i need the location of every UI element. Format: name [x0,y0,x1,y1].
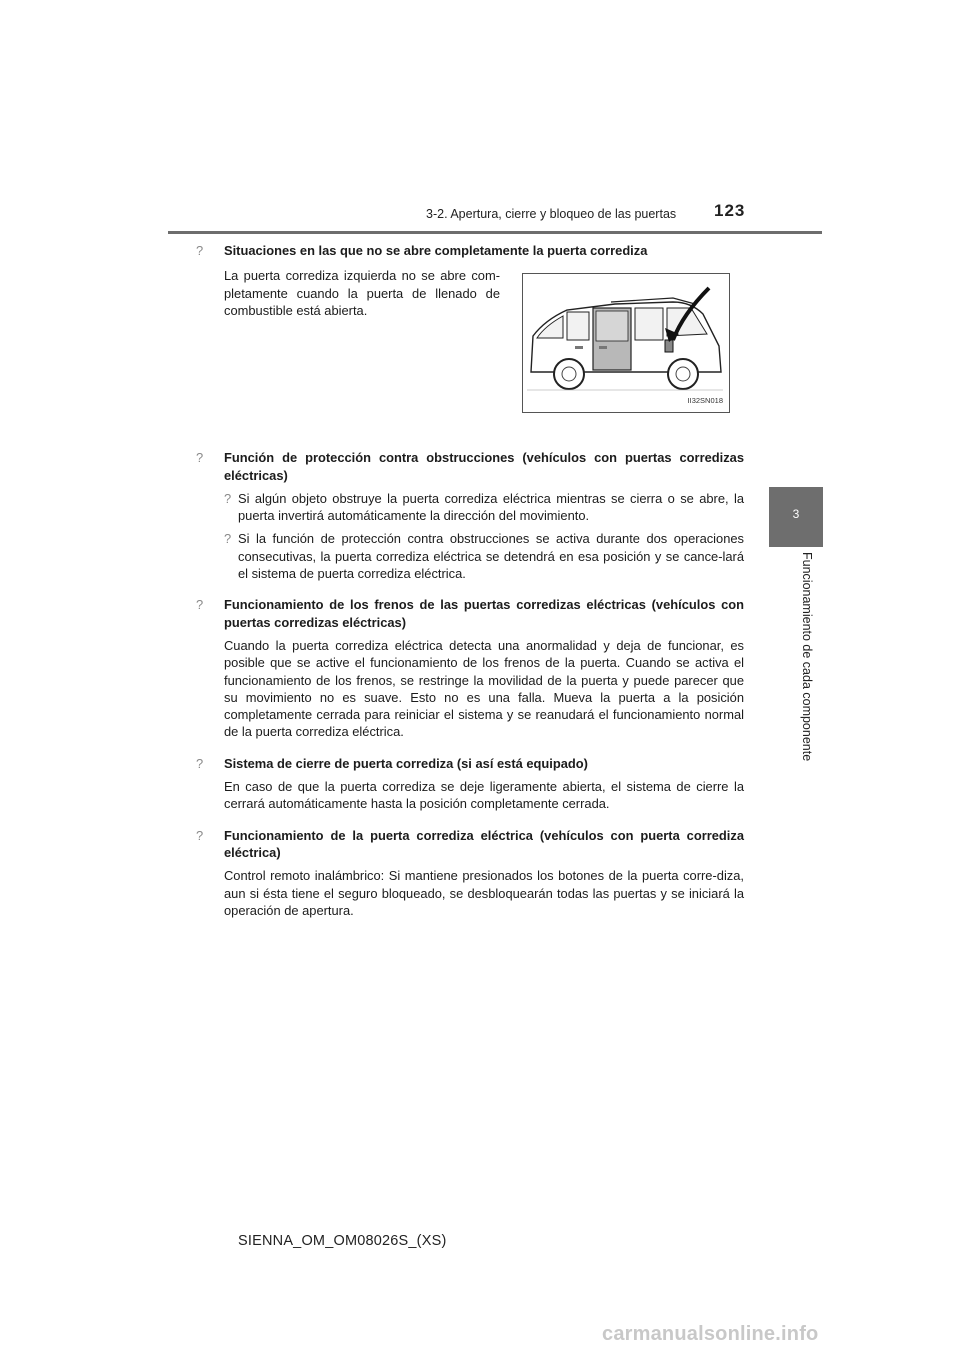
sub-item-text: Si la función de protección contra obstrucciones se activa durante dos operaciones consecutivas, la puerta corrediza eléctrica se detendrá en esa posición y se cance-lará el sistema de puerta corrediza eléctrica. [238,531,744,582]
page-number: 123 [714,201,746,220]
bullet-icon: ? [196,243,204,258]
chapter-tab [769,487,823,547]
sub-item [224,530,744,582]
item-body: En caso de que la puerta corrediza se deje ligeramente abierta, el sistema de cierre la cerrará automáticamente hasta la posición completamente cerrada. [224,779,744,812]
bullet-icon: ? [196,450,204,466]
item-title: Función de protección contra obstrucciones (vehículos con puertas corredizas eléctricas) [224,450,744,483]
illustration-frame [522,273,730,413]
list-item [196,827,744,919]
list-item [196,596,744,740]
item-body: La puerta corrediza izquierda no se abre com-pletamente cuando la puerta de llenado de combustible está abierta. [224,268,500,318]
list-item [196,755,744,813]
chapter-label-container [796,552,814,782]
item-body: Control remoto inalámbrico: Si mantiene presionados los botones de la puerta corre-diza, aun si ésta tiene el seguro bloqueado, se desbloquearán todas las puertas y se iniciará la operación de apertura. [224,868,744,918]
list-item [196,242,744,435]
item-title: Funcionamiento de la puerta corrediza eléctrica (vehículos con puerta corrediza eléctrica) [224,827,744,860]
chapter-label: Funcionamiento de cada componente [800,552,814,762]
sub-bullet-icon: ? [224,531,232,547]
item-title: Sistema de cierre de puerta corrediza (si así está equipado) [224,755,588,771]
figure-code: II32SN018 [687,396,723,405]
main-content [196,242,744,919]
list-item [196,449,744,582]
bullet-icon: ? [196,755,204,771]
figure-row [224,267,744,435]
chapter-number: 3 [792,507,800,521]
watermark: carmanualsonline.info [602,1323,819,1345]
sub-item [224,490,744,525]
sub-item-text: Si algún objeto obstruye la puerta corrediza eléctrica mientras se cierra o se abre, la puerta invertirá automáticamente la dirección del movimiento. [238,490,744,524]
header-divider [168,231,822,234]
item-body: Cuando la puerta corrediza eléctrica detecta una anormalidad y deja de funcionar, es posible que se active el funcionamiento de los frenos de la puerta. Cuando se activa el funcionamiento de los frenos, se restringe la movilidad de la puerta y puede parecer que su movimiento no es suave. Esto no es una falla. Mueva la puerta a la posición completamente cerrada para reiniciar el sistema y se reanudará el funcionamiento normal de la puerta corrediza eléctrica. [224,637,744,740]
bullet-icon: ? [196,827,204,843]
bullet-icon: ? [196,597,204,613]
item-title: Funcionamiento de los frenos de las puertas corredizas eléctricas (vehículos con puertas corredizas eléctricas) [224,597,744,630]
document-code: SIENNA_OM_OM08026S_(XS) [238,1233,447,1249]
section-title: 3-2. Apertura, cierre y bloqueo de las puertas [426,207,677,221]
item-title: Situaciones en las que no se abre completamente la puerta corrediza [224,243,648,258]
sub-bullet-icon: ? [224,490,232,506]
